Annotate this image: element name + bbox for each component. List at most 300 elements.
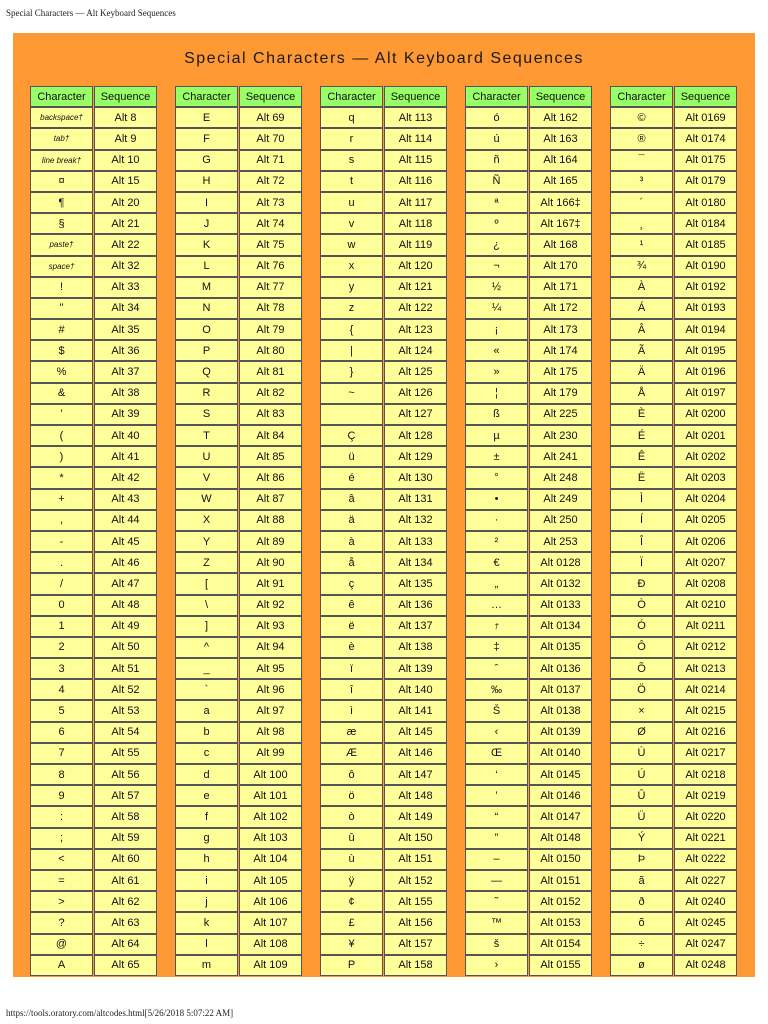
- table-row: [30, 891, 158, 912]
- character-cell: ‹: [465, 722, 528, 743]
- character-cell: h: [175, 849, 238, 870]
- table-row: [30, 171, 158, 192]
- sequence-cell: Alt 0206: [674, 531, 737, 552]
- table-row: [610, 234, 738, 255]
- character-cell: q: [320, 107, 383, 128]
- table-row: [610, 510, 738, 531]
- sequence-cell: Alt 8: [94, 107, 157, 128]
- character-cell: A: [30, 955, 93, 976]
- sequence-cell: Alt 70: [239, 128, 302, 149]
- character-cell: H: [175, 171, 238, 192]
- character-cell: Õ: [610, 658, 673, 679]
- character-cell: ©: [610, 107, 673, 128]
- table-row: [30, 658, 158, 679]
- sequence-cell: Alt 37: [94, 361, 157, 382]
- sequence-cell: Alt 167‡: [529, 213, 592, 234]
- character-cell: ”: [465, 828, 528, 849]
- table-row: [175, 425, 303, 446]
- character-cell: î: [320, 679, 383, 700]
- character-cell: v: [320, 213, 383, 234]
- sequence-column-header: Sequence: [384, 86, 447, 107]
- table-row: [610, 213, 738, 234]
- character-cell: ]: [175, 616, 238, 637]
- sequence-cell: Alt 248: [529, 467, 592, 488]
- table-row: [30, 277, 158, 298]
- sequence-cell: Alt 20: [94, 192, 157, 213]
- character-cell: 1: [30, 616, 93, 637]
- table-row: [175, 722, 303, 743]
- sequence-cell: Alt 52: [94, 679, 157, 700]
- character-cell: ´: [610, 192, 673, 213]
- character-cell: >: [30, 891, 93, 912]
- character-cell: ¯: [610, 150, 673, 171]
- character-cell: ì: [320, 700, 383, 721]
- table-row: [175, 658, 303, 679]
- sequence-cell: Alt 108: [239, 934, 302, 955]
- table-row: [465, 616, 593, 637]
- table-row: [175, 616, 303, 637]
- sequence-cell: Alt 119: [384, 234, 447, 255]
- character-cell: z: [320, 298, 383, 319]
- sequence-cell: Alt 0136: [529, 658, 592, 679]
- sequence-cell: Alt 0200: [674, 404, 737, 425]
- character-cell: [320, 404, 383, 425]
- table-row: [175, 637, 303, 658]
- sequence-cell: Alt 0138: [529, 700, 592, 721]
- alt-code-table-4: [465, 86, 593, 976]
- sequence-cell: Alt 132: [384, 510, 447, 531]
- character-cell: Ó: [610, 616, 673, 637]
- sequence-cell: Alt 139: [384, 658, 447, 679]
- table-row: [320, 383, 448, 404]
- character-cell: [: [175, 573, 238, 594]
- sequence-column-header: Sequence: [239, 86, 302, 107]
- table-row: [175, 912, 303, 933]
- character-cell: ç: [320, 573, 383, 594]
- character-cell: ß: [465, 404, 528, 425]
- table-row: [30, 256, 158, 277]
- table-row: [465, 425, 593, 446]
- sequence-cell: Alt 0147: [529, 806, 592, 827]
- table-row: [465, 785, 593, 806]
- character-cell: £: [320, 912, 383, 933]
- table-row: [465, 446, 593, 467]
- table-row: [465, 806, 593, 827]
- sequence-cell: Alt 0222: [674, 849, 737, 870]
- sequence-cell: Alt 0213: [674, 658, 737, 679]
- character-cell: 5: [30, 700, 93, 721]
- sequence-cell: Alt 145: [384, 722, 447, 743]
- sequence-cell: Alt 35: [94, 319, 157, 340]
- sequence-cell: Alt 0220: [674, 806, 737, 827]
- table-row: [610, 256, 738, 277]
- table-row: [30, 849, 158, 870]
- sequence-cell: Alt 109: [239, 955, 302, 976]
- table-row: [320, 828, 448, 849]
- table-row: [175, 934, 303, 955]
- character-cell: Ã: [610, 340, 673, 361]
- sequence-cell: Alt 137: [384, 616, 447, 637]
- character-cell: ÷: [610, 934, 673, 955]
- table-row: [175, 489, 303, 510]
- page-header: Special Characters — Alt Keyboard Sequences: [6, 8, 176, 18]
- character-cell: ˆ: [465, 658, 528, 679]
- sequence-cell: Alt 230: [529, 425, 592, 446]
- table-row: [30, 764, 158, 785]
- sequence-cell: Alt 0247: [674, 934, 737, 955]
- table-header-row: [320, 86, 448, 107]
- character-cell: É: [610, 425, 673, 446]
- sequence-cell: Alt 0140: [529, 743, 592, 764]
- character-cell: I: [175, 192, 238, 213]
- alt-code-table-5: [610, 86, 738, 976]
- character-cell: R: [175, 383, 238, 404]
- table-row: [175, 234, 303, 255]
- alt-codes-panel: [13, 33, 755, 977]
- table-row: [465, 955, 593, 976]
- character-cell: ,: [30, 510, 93, 531]
- table-row: [175, 764, 303, 785]
- sequence-cell: Alt 116: [384, 171, 447, 192]
- sequence-cell: Alt 0146: [529, 785, 592, 806]
- table-row: [610, 891, 738, 912]
- sequence-cell: Alt 0221: [674, 828, 737, 849]
- character-column-header: Character: [175, 86, 238, 107]
- sequence-cell: Alt 0240: [674, 891, 737, 912]
- character-cell: M: [175, 277, 238, 298]
- sequence-cell: Alt 0152: [529, 891, 592, 912]
- sequence-cell: Alt 0135: [529, 637, 592, 658]
- sequence-cell: Alt 0245: [674, 912, 737, 933]
- sequence-cell: Alt 76: [239, 256, 302, 277]
- sequence-cell: Alt 43: [94, 489, 157, 510]
- sequence-column-header: Sequence: [529, 86, 592, 107]
- character-cell: |: [320, 340, 383, 361]
- character-cell: ²: [465, 531, 528, 552]
- character-cell: _: [175, 658, 238, 679]
- character-cell: Í: [610, 510, 673, 531]
- character-cell: ú: [465, 128, 528, 149]
- character-cell: c: [175, 743, 238, 764]
- character-cell: $: [30, 340, 93, 361]
- sequence-cell: Alt 163: [529, 128, 592, 149]
- sequence-cell: Alt 107: [239, 912, 302, 933]
- table-row: [320, 912, 448, 933]
- sequence-cell: Alt 141: [384, 700, 447, 721]
- character-cell: ï: [320, 658, 383, 679]
- character-cell: K: [175, 234, 238, 255]
- table-row: [30, 637, 158, 658]
- sequence-cell: Alt 0137: [529, 679, 592, 700]
- table-row: [30, 361, 158, 382]
- table-row: [175, 510, 303, 531]
- character-cell: à: [320, 531, 383, 552]
- table-row: [320, 319, 448, 340]
- character-cell: ¡: [465, 319, 528, 340]
- table-row: [610, 934, 738, 955]
- table-row: [465, 595, 593, 616]
- table-row: [30, 828, 158, 849]
- table-row: [320, 870, 448, 891]
- table-row: [320, 849, 448, 870]
- character-cell: }: [320, 361, 383, 382]
- sequence-cell: Alt 85: [239, 446, 302, 467]
- character-cell: ÿ: [320, 870, 383, 891]
- character-cell: °: [465, 467, 528, 488]
- sequence-cell: Alt 57: [94, 785, 157, 806]
- sequence-cell: Alt 34: [94, 298, 157, 319]
- sequence-cell: Alt 42: [94, 467, 157, 488]
- character-cell: ð: [610, 891, 673, 912]
- sequence-cell: Alt 162: [529, 107, 592, 128]
- table-row: [175, 531, 303, 552]
- sequence-cell: Alt 250: [529, 510, 592, 531]
- sequence-cell: Alt 84: [239, 425, 302, 446]
- sequence-cell: Alt 253: [529, 531, 592, 552]
- sequence-cell: Alt 90: [239, 552, 302, 573]
- table-row: [320, 150, 448, 171]
- character-cell: À: [610, 277, 673, 298]
- sequence-cell: Alt 0216: [674, 722, 737, 743]
- sequence-cell: Alt 47: [94, 573, 157, 594]
- sequence-cell: Alt 152: [384, 870, 447, 891]
- table-row: [610, 595, 738, 616]
- table-row: [30, 955, 158, 976]
- sequence-cell: Alt 135: [384, 573, 447, 594]
- character-cell: Ê: [610, 446, 673, 467]
- sequence-cell: Alt 69: [239, 107, 302, 128]
- character-cell: +: [30, 489, 93, 510]
- table-row: [610, 531, 738, 552]
- sequence-cell: Alt 155: [384, 891, 447, 912]
- table-row: [610, 319, 738, 340]
- character-cell: d: [175, 764, 238, 785]
- sequence-cell: Alt 171: [529, 277, 592, 298]
- table-row: [175, 298, 303, 319]
- table-row: [465, 171, 593, 192]
- character-cell: Ï: [610, 552, 673, 573]
- character-cell: backspace†: [30, 107, 93, 128]
- character-cell: «: [465, 340, 528, 361]
- sequence-cell: Alt 0212: [674, 637, 737, 658]
- character-cell: E: [175, 107, 238, 128]
- table-row: [175, 552, 303, 573]
- character-cell: ’: [465, 785, 528, 806]
- sequence-cell: Alt 175: [529, 361, 592, 382]
- character-cell: <: [30, 849, 93, 870]
- table-row: [320, 510, 448, 531]
- table-row: [30, 404, 158, 425]
- sequence-cell: Alt 0204: [674, 489, 737, 510]
- table-row: [610, 616, 738, 637]
- table-row: [465, 870, 593, 891]
- character-cell: 0: [30, 595, 93, 616]
- table-row: [175, 277, 303, 298]
- sequence-cell: Alt 0219: [674, 785, 737, 806]
- character-cell: (: [30, 425, 93, 446]
- table-row: [465, 531, 593, 552]
- sequence-cell: Alt 166‡: [529, 192, 592, 213]
- table-row: [175, 171, 303, 192]
- character-cell: b: [175, 722, 238, 743]
- character-cell: ò: [320, 806, 383, 827]
- character-cell: È: [610, 404, 673, 425]
- character-cell: †: [465, 616, 528, 637]
- character-cell: 7: [30, 743, 93, 764]
- character-cell: line break†: [30, 150, 93, 171]
- table-header-row: [465, 86, 593, 107]
- character-cell: ¾: [610, 256, 673, 277]
- sequence-cell: Alt 32: [94, 256, 157, 277]
- table-row: [610, 446, 738, 467]
- character-cell: V: [175, 467, 238, 488]
- table-row: [320, 891, 448, 912]
- character-column-header: Character: [320, 86, 383, 107]
- table-row: [320, 785, 448, 806]
- sequence-cell: Alt 172: [529, 298, 592, 319]
- table-row: [610, 828, 738, 849]
- sequence-cell: Alt 71: [239, 150, 302, 171]
- table-row: [465, 383, 593, 404]
- sequence-cell: Alt 55: [94, 743, 157, 764]
- character-cell: -: [30, 531, 93, 552]
- table-row: [320, 637, 448, 658]
- character-cell: —: [465, 870, 528, 891]
- table-row: [610, 150, 738, 171]
- sequence-cell: Alt 241: [529, 446, 592, 467]
- sequence-cell: Alt 156: [384, 912, 447, 933]
- sequence-cell: Alt 105: [239, 870, 302, 891]
- table-row: [465, 489, 593, 510]
- character-cell: a: [175, 700, 238, 721]
- table-row: [610, 658, 738, 679]
- sequence-cell: Alt 130: [384, 467, 447, 488]
- character-cell: ã: [610, 870, 673, 891]
- sequence-cell: Alt 0180: [674, 192, 737, 213]
- table-row: [175, 150, 303, 171]
- sequence-cell: Alt 79: [239, 319, 302, 340]
- sequence-cell: Alt 49: [94, 616, 157, 637]
- sequence-cell: Alt 100: [239, 764, 302, 785]
- table-row: [320, 128, 448, 149]
- table-row: [175, 700, 303, 721]
- table-row: [320, 616, 448, 637]
- sequence-cell: Alt 113: [384, 107, 447, 128]
- character-cell: Æ: [320, 743, 383, 764]
- character-cell: ¼: [465, 298, 528, 319]
- table-row: [320, 425, 448, 446]
- sequence-cell: Alt 0145: [529, 764, 592, 785]
- character-cell: ó: [465, 107, 528, 128]
- sequence-cell: Alt 0193: [674, 298, 737, 319]
- sequence-cell: Alt 0211: [674, 616, 737, 637]
- sequence-cell: Alt 0174: [674, 128, 737, 149]
- sequence-cell: Alt 61: [94, 870, 157, 891]
- sequence-cell: Alt 150: [384, 828, 447, 849]
- sequence-cell: Alt 0210: [674, 595, 737, 616]
- sequence-cell: Alt 131: [384, 489, 447, 510]
- sequence-cell: Alt 46: [94, 552, 157, 573]
- sequence-cell: Alt 123: [384, 319, 447, 340]
- sequence-cell: Alt 168: [529, 234, 592, 255]
- character-cell: â: [320, 489, 383, 510]
- sequence-cell: Alt 146: [384, 743, 447, 764]
- table-row: [320, 171, 448, 192]
- character-cell: `: [175, 679, 238, 700]
- table-row: [30, 743, 158, 764]
- table-row: [320, 595, 448, 616]
- character-cell: 6: [30, 722, 93, 743]
- character-cell: Ö: [610, 679, 673, 700]
- table-row: [610, 785, 738, 806]
- table-row: [610, 298, 738, 319]
- sequence-cell: Alt 115: [384, 150, 447, 171]
- sequence-cell: Alt 81: [239, 361, 302, 382]
- sequence-cell: Alt 0151: [529, 870, 592, 891]
- character-cell: Ú: [610, 764, 673, 785]
- sequence-cell: Alt 0197: [674, 383, 737, 404]
- character-cell: tab†: [30, 128, 93, 149]
- table-row: [320, 361, 448, 382]
- sequence-cell: Alt 38: [94, 383, 157, 404]
- character-cell: ®: [610, 128, 673, 149]
- table-row: [320, 531, 448, 552]
- character-cell: 9: [30, 785, 93, 806]
- alt-code-table-1: [30, 86, 158, 976]
- table-row: [465, 722, 593, 743]
- sequence-cell: Alt 62: [94, 891, 157, 912]
- table-row: [320, 298, 448, 319]
- table-row: [610, 743, 738, 764]
- sequence-cell: Alt 75: [239, 234, 302, 255]
- character-cell: %: [30, 361, 93, 382]
- character-cell: O: [175, 319, 238, 340]
- sequence-cell: Alt 0134: [529, 616, 592, 637]
- sequence-cell: Alt 134: [384, 552, 447, 573]
- table-row: [610, 679, 738, 700]
- character-cell: ‡: [465, 637, 528, 658]
- character-cell: y: [320, 277, 383, 298]
- sequence-cell: Alt 97: [239, 700, 302, 721]
- character-cell: ô: [320, 764, 383, 785]
- sequence-cell: Alt 54: [94, 722, 157, 743]
- table-row: [175, 319, 303, 340]
- character-cell: U: [175, 446, 238, 467]
- sequence-cell: Alt 0132: [529, 573, 592, 594]
- table-row: [175, 806, 303, 827]
- table-row: [610, 700, 738, 721]
- sequence-cell: Alt 96: [239, 679, 302, 700]
- table-row: [320, 722, 448, 743]
- table-row: [30, 806, 158, 827]
- sequence-cell: Alt 92: [239, 595, 302, 616]
- table-row: [30, 150, 158, 171]
- table-row: [465, 192, 593, 213]
- character-cell: N: [175, 298, 238, 319]
- table-row: [465, 700, 593, 721]
- sequence-cell: Alt 91: [239, 573, 302, 594]
- sequence-cell: Alt 64: [94, 934, 157, 955]
- table-row: [175, 446, 303, 467]
- character-cell: T: [175, 425, 238, 446]
- character-cell: u: [320, 192, 383, 213]
- sequence-cell: Alt 164: [529, 150, 592, 171]
- character-cell: space†: [30, 256, 93, 277]
- character-cell: @: [30, 934, 93, 955]
- table-row: [30, 573, 158, 594]
- sequence-cell: Alt 41: [94, 446, 157, 467]
- character-cell: g: [175, 828, 238, 849]
